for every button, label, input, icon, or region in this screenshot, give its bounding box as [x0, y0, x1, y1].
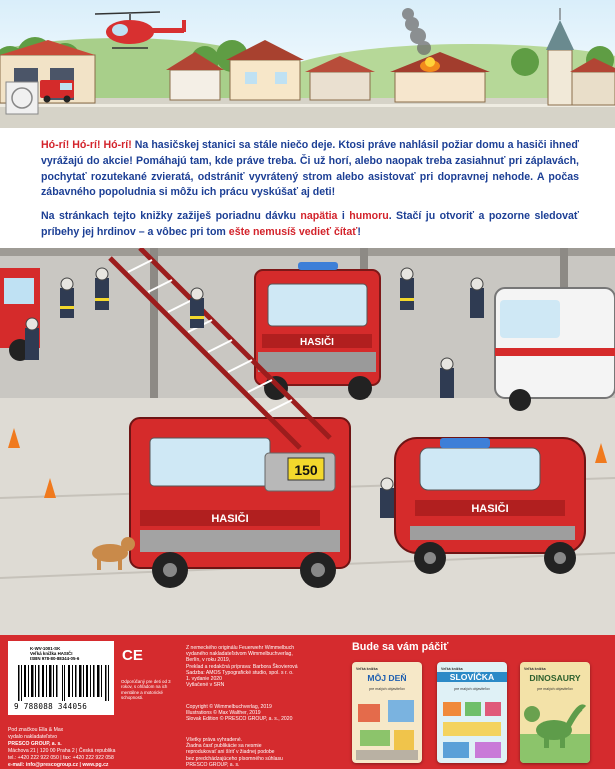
- book-subtitle: pre malých objaviteľov: [369, 687, 405, 691]
- age-warning: Odporúčaný pre deti od 3 rokov, s ohľadom na ich mentálne a motorické schopnosti.: [121, 679, 171, 701]
- imprint-line: Preklad a redakčná príprava: Barbora Škovierová: [186, 663, 298, 670]
- book-series: Veľká knižka: [524, 667, 546, 671]
- book-series: Veľká knižka: [441, 667, 463, 671]
- imprint-line: Slovak Edition © PRESCO GROUP, a. s., 2020: [186, 716, 293, 723]
- book-cover-art: [352, 694, 422, 763]
- ladder-number: 150: [294, 462, 318, 478]
- imprint-line: Copyright © Wimmelbuchverlag, 2019: [186, 704, 272, 710]
- imprint-line: reprodukovať ani šíriť v žiadnej podobe: [186, 749, 275, 756]
- dinosaur-icon: [520, 694, 590, 763]
- publisher-line: e-mail: info@prescogroup.cz | www.pg.cz: [8, 762, 109, 769]
- ladder-truck-label: HASIČI: [211, 513, 249, 525]
- barcode-box: [8, 641, 114, 715]
- top-illustration: [0, 0, 615, 128]
- intro-p2-a: Na stránkach tejto knižky zažiješ poriadnu dávku: [41, 210, 296, 222]
- book-cover-moj-den[interactable]: [352, 662, 422, 763]
- imprint-copyright: [186, 704, 336, 723]
- publisher-line: vydalo nakladateľstvo: [8, 734, 58, 741]
- publisher-line: Máchova 21 | 120 00 Praha 2 | Česká republika: [8, 748, 116, 755]
- imprint-line: Všetky práva vyhradené.: [186, 737, 243, 743]
- imprint-line: vydaného nakladateľstvom Wimmelbuchverlag,: [186, 651, 293, 658]
- imprint-line: Z nemeckého originálu Feuerwehr Wimmelbuch: [186, 645, 295, 651]
- intro-paragraph-2: [41, 209, 579, 241]
- intro-paragraph-1-text: Na hasičskej stanici sa stále niečo deje. Ktosi práve nahlásil požiar domu a hasiči ihneď vyrážajú do akcie! Pomáhajú tam, kde práve treba. Či už horí, alebo naopak treba zasiahnuť pri záplavách, pochytať rozutekané zvieratá, odstrániť vyvrátený strom alebo asistovať pri dopravnej nehode. A počas zábavného popoludnia si môžu ich prácu vyskúšať aj deti!: [41, 139, 579, 199]
- intro-p2-c: . Stačí ju otvoriť a pozorne sledovať príbehy jej hrdinov – a vôbec pri tom: [41, 210, 579, 238]
- fire-station-scene: [0, 248, 615, 635]
- intro-paragraph-1: [41, 138, 579, 201]
- book-subtitle: pre malých objaviteľov: [537, 687, 573, 691]
- ce-mark: CE: [122, 647, 143, 664]
- book-cover-art: [437, 694, 507, 763]
- imprint-line: 1. vydanie 2020: [186, 676, 222, 683]
- imprint-line: Berlín, v roku 2019,: [186, 657, 231, 664]
- intro-exclamation: Hó-rí! Hó-rí! Hó-rí!: [41, 139, 132, 151]
- barcode-icon: [18, 665, 110, 701]
- intro-p2-d: !: [357, 225, 361, 238]
- book-subtitle: pre malých objaviteľov: [454, 687, 490, 691]
- book-series: Veľká knižka: [356, 667, 378, 671]
- intro-p2-b: i: [341, 210, 345, 222]
- intro-highlight-reading: ešte nemusíš vedieť čítať: [228, 225, 358, 238]
- imprint-line: PRESCO GROUP, a. s.: [186, 761, 240, 768]
- imprint-line: Vytlačené v SRN: [186, 682, 225, 689]
- imprint-rights: [186, 737, 336, 768]
- isbn: ISBN 978-80-88344-05-6: [30, 656, 80, 661]
- recommend-title: Bude sa vám páčiť: [352, 641, 449, 653]
- fire-car: [395, 438, 585, 574]
- imprint-line: Illustrations © Max Walther, 2019: [186, 710, 261, 717]
- imprint-line: bez predchádzajúceho písomného súhlasu: [186, 755, 283, 762]
- publisher-line: tel.: +420 222 922 050 | fax: +420 222 922 058: [8, 755, 114, 762]
- ean-number: 9 788088 344056: [14, 702, 88, 711]
- village-scene: [0, 0, 615, 128]
- back-truck-label: HASIČI: [300, 337, 334, 348]
- intro-highlight-humor: humoru: [349, 210, 389, 222]
- fire-station-illustration: [0, 248, 615, 635]
- product-code: K-WV-1001-SK: [30, 646, 61, 651]
- book-cover-slovicka[interactable]: [437, 662, 507, 763]
- intro-highlight-tension: napätia: [300, 210, 338, 222]
- imprint-translation: [186, 645, 336, 688]
- intro-text-block: [0, 128, 615, 248]
- publisher-info: [8, 727, 178, 769]
- car-label: HASIČI: [471, 503, 509, 515]
- footer: [0, 635, 615, 769]
- imprint-line: Sadzba: AMOS Typografické studio, spol. s r. o.: [186, 669, 294, 676]
- publisher-line: PRESCO GROUP, a. s.: [8, 741, 62, 748]
- publisher-line: Pod značkou Ella & Max: [8, 727, 64, 733]
- book-title: SLOVÍČKA: [437, 672, 507, 682]
- book-title: DINOSAURY: [529, 673, 581, 683]
- imprint-line: Žiadna časť publikácie sa nesmie: [186, 743, 262, 750]
- book-title: MÔJ DEŇ: [367, 673, 407, 683]
- book-cover-dinosaury[interactable]: [520, 662, 590, 763]
- series-name: Veľká knižka HASIČI: [30, 651, 73, 656]
